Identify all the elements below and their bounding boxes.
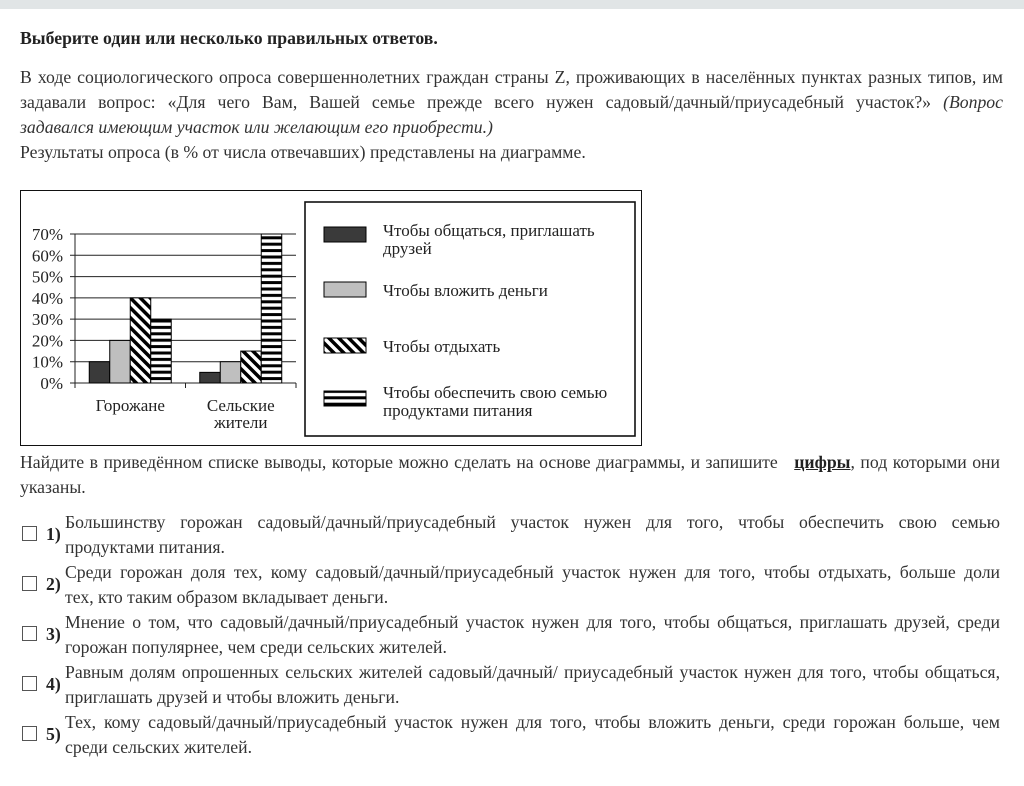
intro-line [20,90,1003,115]
x-category-label [96,396,165,415]
answer-checkbox-5[interactable] [22,726,37,741]
instruction-text: Найдите в приведённом списке выводы, которые можно сделать на основе диаграммы, и запишите [20,452,778,472]
bar [89,362,110,383]
intro-paragraph [20,65,1003,165]
y-tick-label: 10% [31,352,63,372]
option-text-line: горожан популярнее, чем среди сельских жителей. [65,637,447,657]
intro-note: (Вопрос [943,92,1003,112]
x-category-label [207,396,275,432]
answer-option-1 [0,510,1024,560]
instruction-text: , под которыми они [850,452,1000,472]
option-text-line: тех, кто таким образом вкладывает деньги. [65,587,389,607]
y-tick-label: 60% [31,246,63,266]
answer-checkbox-4[interactable] [22,676,37,691]
option-text [65,710,1000,760]
legend-label [383,281,548,300]
y-tick-label: 30% [31,310,63,330]
answer-option-5 [0,710,1024,760]
intro-question-text: задавали вопрос: «Для чего Вам, Вашей семье прежде всего нужен садовый/дачный/приусадебный участок?» [20,92,932,112]
results-text: Результаты опроса (в % от числа отвечавших) представлены на диаграмме. [20,142,586,162]
option-text [65,510,1000,560]
bar [241,351,262,383]
answer-checkbox-3[interactable] [22,626,37,641]
option-number: 5) [46,724,61,744]
legend-label-line: Чтобы обеспечить свою семью [383,383,608,402]
x-category-label-line: Сельские [206,396,275,415]
x-category-label-line: Горожане [95,396,165,415]
legend-swatch [324,338,366,353]
answer-checkbox-2[interactable] [22,576,37,591]
option-text-line: среди сельских жителей. [65,737,253,757]
bar [220,362,241,383]
option-text [65,610,1000,660]
option-text [65,660,1000,710]
option-number: 1) [46,524,61,544]
legend-swatch [324,227,366,242]
legend-label-line: Чтобы отдыхать [383,337,501,356]
top-bar [0,0,1024,9]
legend-label-line: продуктами питания [383,401,533,420]
y-tick-label: 20% [31,331,63,351]
option-text-line: Большинству горожан садовый/дачный/приусадебный участок нужен для того, чтобы обеспечить свою семью [65,512,1000,532]
task-heading: Выберите один или несколько правильных ответов. [20,28,438,48]
instruction-line: указаны. [20,477,86,497]
answer-checkbox-1[interactable] [22,526,37,541]
legend-swatch [324,391,366,406]
option-text-line: Мнение о том, что садовый/дачный/приусадебный участок нужен для того, чтобы общаться, приглашать друзей, среди [65,612,1000,632]
y-tick-label: 50% [31,267,63,287]
intro-line: В ходе социологического опроса совершеннолетних граждан страны Z, проживающих в населённых пунктах разных типов, им [20,67,1003,87]
legend-label-line: Чтобы общаться, приглашать [383,221,595,240]
y-tick-label: 40% [31,288,63,308]
y-tick-label: 70% [31,225,63,244]
option-number: 4) [46,674,61,694]
y-tick-label: 0% [40,374,63,393]
option-text-line: Среди горожан доля тех, кому садовый/дачный/приусадебный участок нужен для того, чтобы отдыхать, больше доли [65,562,1000,582]
intro-note: задавался имеющим участок или желающим его приобрести.) [20,117,493,137]
legend-swatch [324,282,366,297]
instruction-emphasis: цифры [794,452,851,472]
answer-option-4 [0,660,1024,710]
instruction-line [20,450,1000,475]
instruction-paragraph [20,450,1000,500]
bar [261,234,282,383]
legend-label-line: друзей [383,239,432,258]
bar-chart [20,190,642,446]
option-text-line: Равным долям опрошенных сельских жителей садовый/дачный/ приусадебный участок нужен для того, чтобы общаться, [65,662,1000,682]
chart-legend [305,202,635,436]
bar [151,319,172,383]
option-text [65,560,1000,610]
chart-svg [20,190,642,446]
legend-label-line: Чтобы вложить деньги [383,281,548,300]
option-text-line: Тех, кому садовый/дачный/приусадебный участок нужен для того, чтобы вложить деньги, среди горожан больше, чем [65,712,1000,732]
option-number: 2) [46,574,61,594]
bar [110,340,131,383]
bar [130,298,151,383]
answer-option-2 [0,560,1024,610]
x-category-label-line: жители [214,413,268,432]
option-number: 3) [46,624,61,644]
option-text-line: продуктами питания. [65,537,225,557]
legend-label [383,337,500,356]
answer-option-3 [0,610,1024,660]
option-text-line: приглашать друзей и чтобы вложить деньги. [65,687,400,707]
bar [200,372,221,383]
